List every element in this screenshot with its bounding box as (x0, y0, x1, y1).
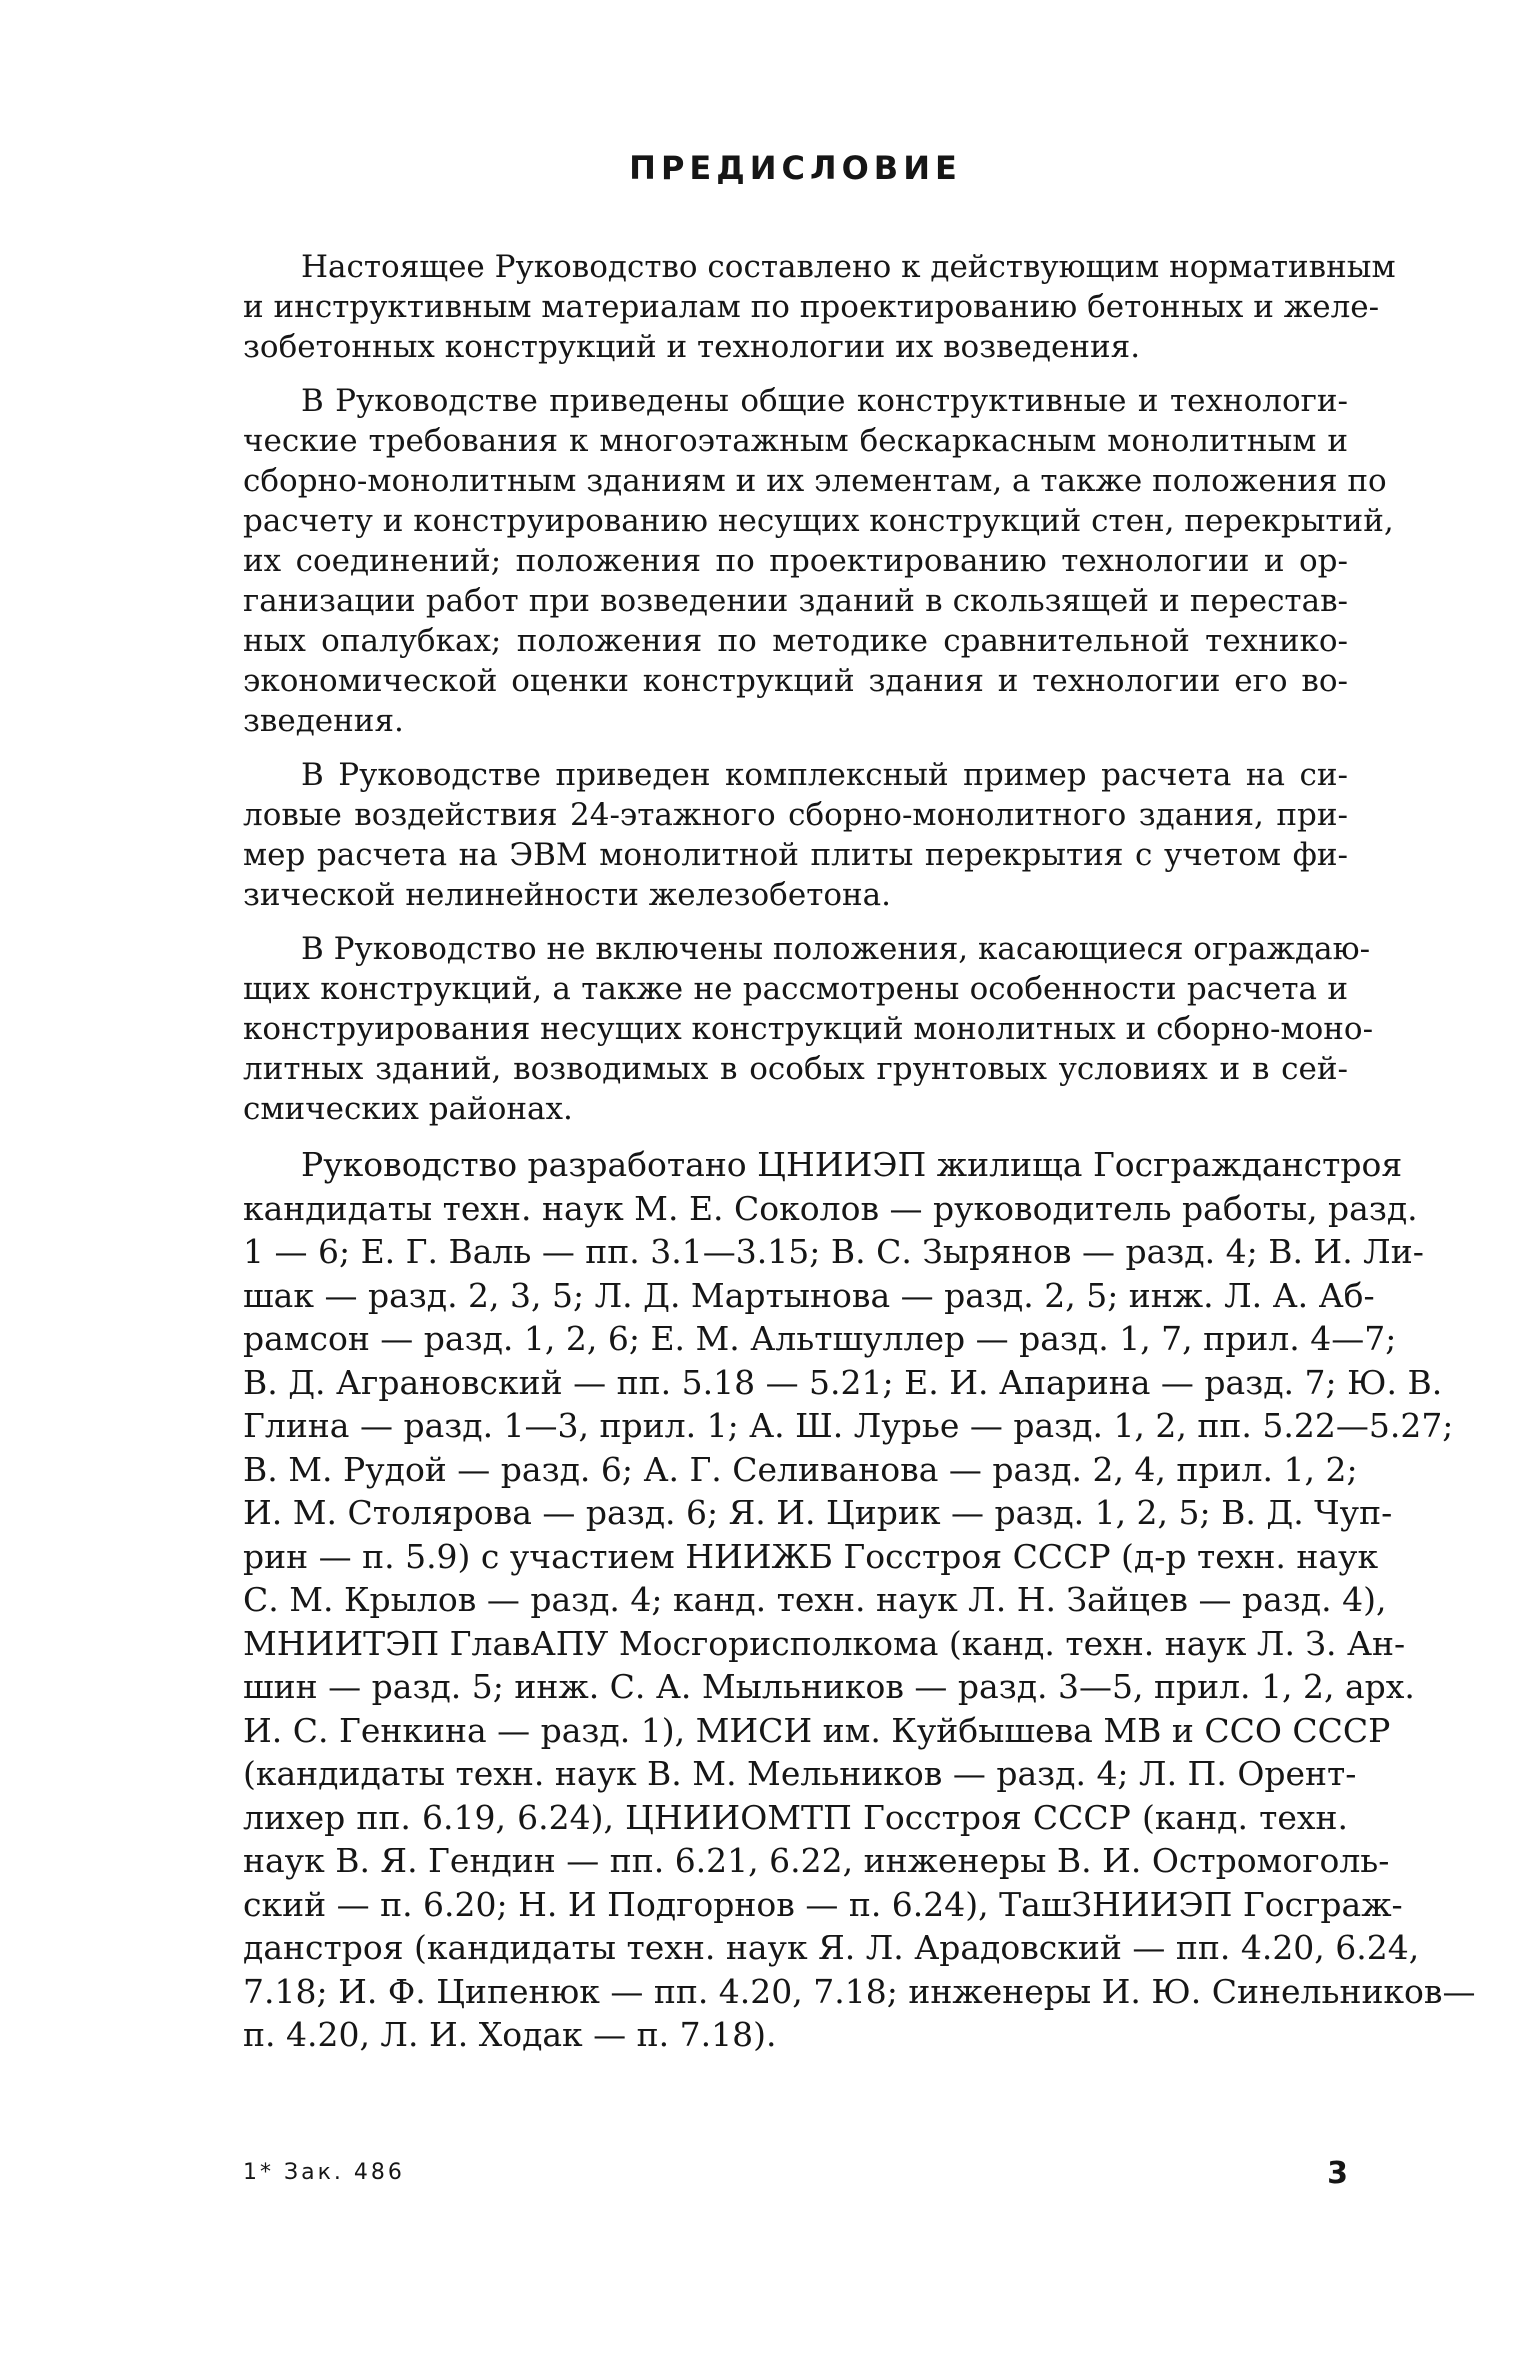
text-line: и инструктивным материалам по проектированию бетонных и желе- (243, 289, 1380, 325)
text-line: Глина — разд. 1—3, прил. 1; А. Ш. Лурье — разд. 1, 2, пп. 5.22—5.27; (243, 1406, 1454, 1445)
text-line: зобетонных конструкций и технологии их возведения. (243, 329, 1141, 365)
text-line: В. М. Рудой — разд. 6; А. Г. Селиванова — разд. 2, 4, прил. 1, 2; (243, 1449, 1358, 1489)
text-line: Руководство разработано ЦНИИЭП жилища Госгражданстроя (301, 1145, 1403, 1184)
document-body (243, 247, 1476, 2071)
text-line: экономической оценки конструкций здания и технологии его во- (243, 663, 1348, 699)
text-line: рин — п. 5.9) с участием НИИЖБ Госстроя СССР (д-р техн. наук (243, 1536, 1379, 1576)
text-line: В Руководстве приведены общие конструктивные и технологи- (301, 383, 1348, 419)
text-line: ганизации работ при возведении зданий в скользящей и перестав- (243, 583, 1348, 619)
text-line: И. С. Генкина — разд. 1), МИСИ им. Куйбышева МВ и ССО СССР (243, 1710, 1391, 1750)
text-line: рамсон — разд. 1, 2, 6; Е. М. Альтшуллер — разд. 1, 7, прил. 4—7; (243, 1319, 1397, 1358)
text-line: 1 — 6; Е. Г. Валь — пп. 3.1—3.15; В. С. Зырянов — разд. 4; В. И. Ли- (243, 1232, 1424, 1271)
text-line: их соединений; положения по проектированию технологии и ор- (243, 543, 1348, 579)
paragraph-intro (243, 247, 1396, 367)
text-line: ных опалубках; положения по методике сравнительной технико- (243, 623, 1348, 659)
text-line: 7.18; И. Ф. Ципенюк — пп. 4.20, 7.18; инженеры И. Ю. Синельников— (243, 1971, 1476, 2011)
paragraph-example (243, 755, 1348, 915)
text-line: В Руководстве приведен комплексный пример расчета на си- (301, 757, 1348, 793)
text-line: И. М. Столярова — разд. 6; Я. И. Цирик — разд. 1, 2, 5; В. Д. Чуп- (243, 1493, 1393, 1532)
text-line: п. 4.20, Л. И. Ходак — п. 7.18). (243, 2015, 777, 2054)
text-line: шак — разд. 2, 3, 5; Л. Д. Мартынова — разд. 2, 5; инж. Л. А. Аб- (243, 1275, 1375, 1315)
text-line: данстроя (кандидаты техн. наук Я. Л. Арадовский — пп. 4.20, 6.24, (243, 1928, 1420, 1967)
text-line: С. М. Крылов — разд. 4; канд. техн. наук Л. Н. Зайцев — разд. 4), (243, 1580, 1387, 1619)
text-line: лихер пп. 6.19, 6.24), ЦНИИОМТП Госстроя СССР (канд. техн. (243, 1797, 1348, 1837)
text-line: ский — п. 6.20; Н. И Подгорнов — п. 6.24), ТашЗНИИЭП Госграж- (243, 1884, 1403, 1924)
text-line: Настоящее Руководство составлено к действующим нормативным (301, 249, 1396, 285)
text-line: сборно-монолитным зданиям и их элементам, а также положения по (243, 463, 1387, 499)
text-line: наук В. Я. Гендин — пп. 6.21, 6.22, инженеры В. И. Остромоголь- (243, 1841, 1390, 1880)
print-order-note: 1* Зак. 486 (243, 2160, 405, 2185)
text-line: смических районах. (243, 1091, 573, 1127)
text-line: щих конструкций, а также не рассмотрены особенности расчета и (243, 971, 1348, 1007)
text-line: ческие требования к многоэтажным бескаркасным монолитным и (243, 423, 1348, 459)
text-line: зической нелинейности железобетона. (243, 877, 892, 913)
paragraph-credits (243, 1143, 1476, 2057)
text-line: зведения. (243, 703, 404, 739)
text-line: расчету и конструированию несущих конструкций стен, перекрытий, (243, 503, 1394, 539)
text-line: мер расчета на ЭВМ монолитной плиты перекрытия с учетом фи- (243, 837, 1348, 873)
text-line: литных зданий, возводимых в особых грунтовых условиях и в сей- (243, 1051, 1348, 1087)
text-line: конструирования несущих конструкций монолитных и сборно-моно- (243, 1011, 1374, 1047)
text-line: кандидаты техн. наук М. Е. Соколов — руководитель работы, разд. (243, 1188, 1418, 1228)
text-line: В. Д. Аграновский — пп. 5.18 — 5.21; Е. И. Апарина — разд. 7; Ю. В. (243, 1362, 1443, 1402)
paragraph-contents (243, 381, 1394, 741)
page-footer (243, 2156, 1348, 2200)
text-line: МНИИТЭП ГлавАПУ Мосгорисполкома (канд. техн. наук Л. З. Ан- (243, 1623, 1406, 1663)
paragraph-exclusions (243, 929, 1374, 1129)
text-line: (кандидаты техн. наук В. М. Мельников — разд. 4; Л. П. Орент- (243, 1754, 1357, 1793)
page-number: 3 (1327, 2156, 1348, 2191)
text-line: ловые воздействия 24-этажного сборно-монолитного здания, при- (243, 797, 1348, 833)
document-page (243, 0, 1476, 2361)
text-line: шин — разд. 5; инж. С. А. Мыльников — разд. 3—5, прил. 1, 2, арх. (243, 1667, 1415, 1706)
page-title: ПРЕДИСЛОВИЕ (629, 149, 962, 187)
text-line: В Руководство не включены положения, касающиеся ограждаю- (301, 931, 1371, 967)
